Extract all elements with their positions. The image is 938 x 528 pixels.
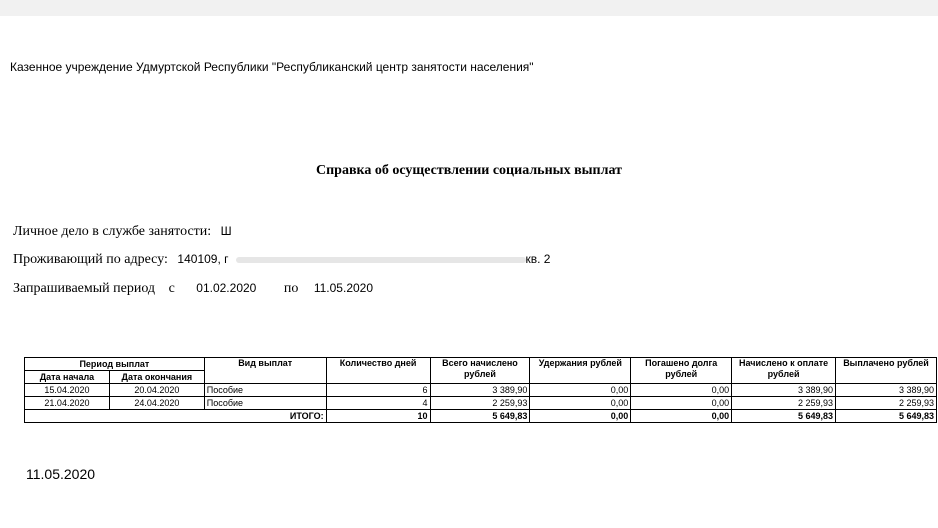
header-payable: Начислено к оплате рублей bbox=[732, 358, 836, 384]
cell-days: 6 bbox=[326, 384, 430, 397]
header-accrued: Всего начислено рублей bbox=[430, 358, 530, 384]
table-header-row bbox=[25, 358, 937, 371]
viewer-top-bar bbox=[0, 0, 938, 16]
period-row bbox=[13, 281, 373, 297]
period-to-label: по bbox=[283, 281, 299, 296]
total-deductions: 0,00 bbox=[530, 410, 631, 423]
table-row bbox=[25, 397, 937, 410]
cell-debt: 0,00 bbox=[631, 397, 732, 410]
personal-file-row bbox=[13, 224, 232, 240]
header-days: Количество дней bbox=[326, 358, 430, 384]
header-date-end: Дата окончания bbox=[109, 371, 204, 384]
address-value-start: 140109, г bbox=[177, 252, 229, 266]
issue-date: 11.05.2020 bbox=[26, 466, 96, 482]
total-payable: 5 649,83 bbox=[732, 410, 836, 423]
address-row bbox=[13, 252, 550, 268]
address-label: Проживающий по адресу: bbox=[13, 252, 168, 267]
personal-file-label: Личное дело в службе занятости: bbox=[13, 224, 212, 239]
period-from-label: с bbox=[168, 281, 175, 296]
cell-payment-type: Пособие bbox=[204, 384, 326, 397]
table-row bbox=[25, 384, 937, 397]
address-redacted bbox=[236, 257, 526, 263]
personal-file-value: Ш bbox=[220, 224, 232, 238]
cell-accrued: 2 259,93 bbox=[430, 397, 530, 410]
organization-name: Казенное учреждение Удмуртской Республики "Республиканский центр занятости населения" bbox=[10, 60, 534, 74]
total-accrued: 5 649,83 bbox=[430, 410, 530, 423]
total-days: 10 bbox=[326, 410, 430, 423]
header-period: Период выплат bbox=[25, 358, 205, 371]
cell-date-start: 15.04.2020 bbox=[25, 384, 110, 397]
cell-deductions: 0,00 bbox=[530, 384, 631, 397]
document-title: Справка об осуществлении социальных выплат bbox=[316, 163, 622, 178]
period-to-date: 11.05.2020 bbox=[313, 281, 374, 295]
total-label: ИТОГО: bbox=[25, 410, 327, 423]
cell-payable: 3 389,90 bbox=[732, 384, 836, 397]
header-deductions: Удержания рублей bbox=[530, 358, 631, 384]
cell-deductions: 0,00 bbox=[530, 397, 631, 410]
cell-accrued: 3 389,90 bbox=[430, 384, 530, 397]
period-label: Запрашиваемый период bbox=[13, 281, 156, 296]
total-paid: 5 649,83 bbox=[836, 410, 937, 423]
table-total-row bbox=[25, 410, 937, 423]
header-payment-type: Вид выплат bbox=[204, 358, 326, 384]
cell-paid: 2 259,93 bbox=[836, 397, 937, 410]
payments-table bbox=[24, 357, 937, 423]
period-from-date: 01.02.2020 bbox=[196, 281, 257, 295]
cell-payable: 2 259,93 bbox=[732, 397, 836, 410]
cell-date-start: 21.04.2020 bbox=[25, 397, 110, 410]
cell-days: 4 bbox=[326, 397, 430, 410]
address-value-end: кв. 2 bbox=[525, 252, 551, 266]
header-date-start: Дата начала bbox=[25, 371, 110, 384]
cell-payment-type: Пособие bbox=[204, 397, 326, 410]
header-debt-repaid: Погашено долга рублей bbox=[631, 358, 732, 384]
cell-debt: 0,00 bbox=[631, 384, 732, 397]
total-debt: 0,00 bbox=[631, 410, 732, 423]
cell-date-end: 20.04.2020 bbox=[109, 384, 204, 397]
cell-paid: 3 389,90 bbox=[836, 384, 937, 397]
header-paid: Выплачено рублей bbox=[836, 358, 937, 384]
cell-date-end: 24.04.2020 bbox=[109, 397, 204, 410]
